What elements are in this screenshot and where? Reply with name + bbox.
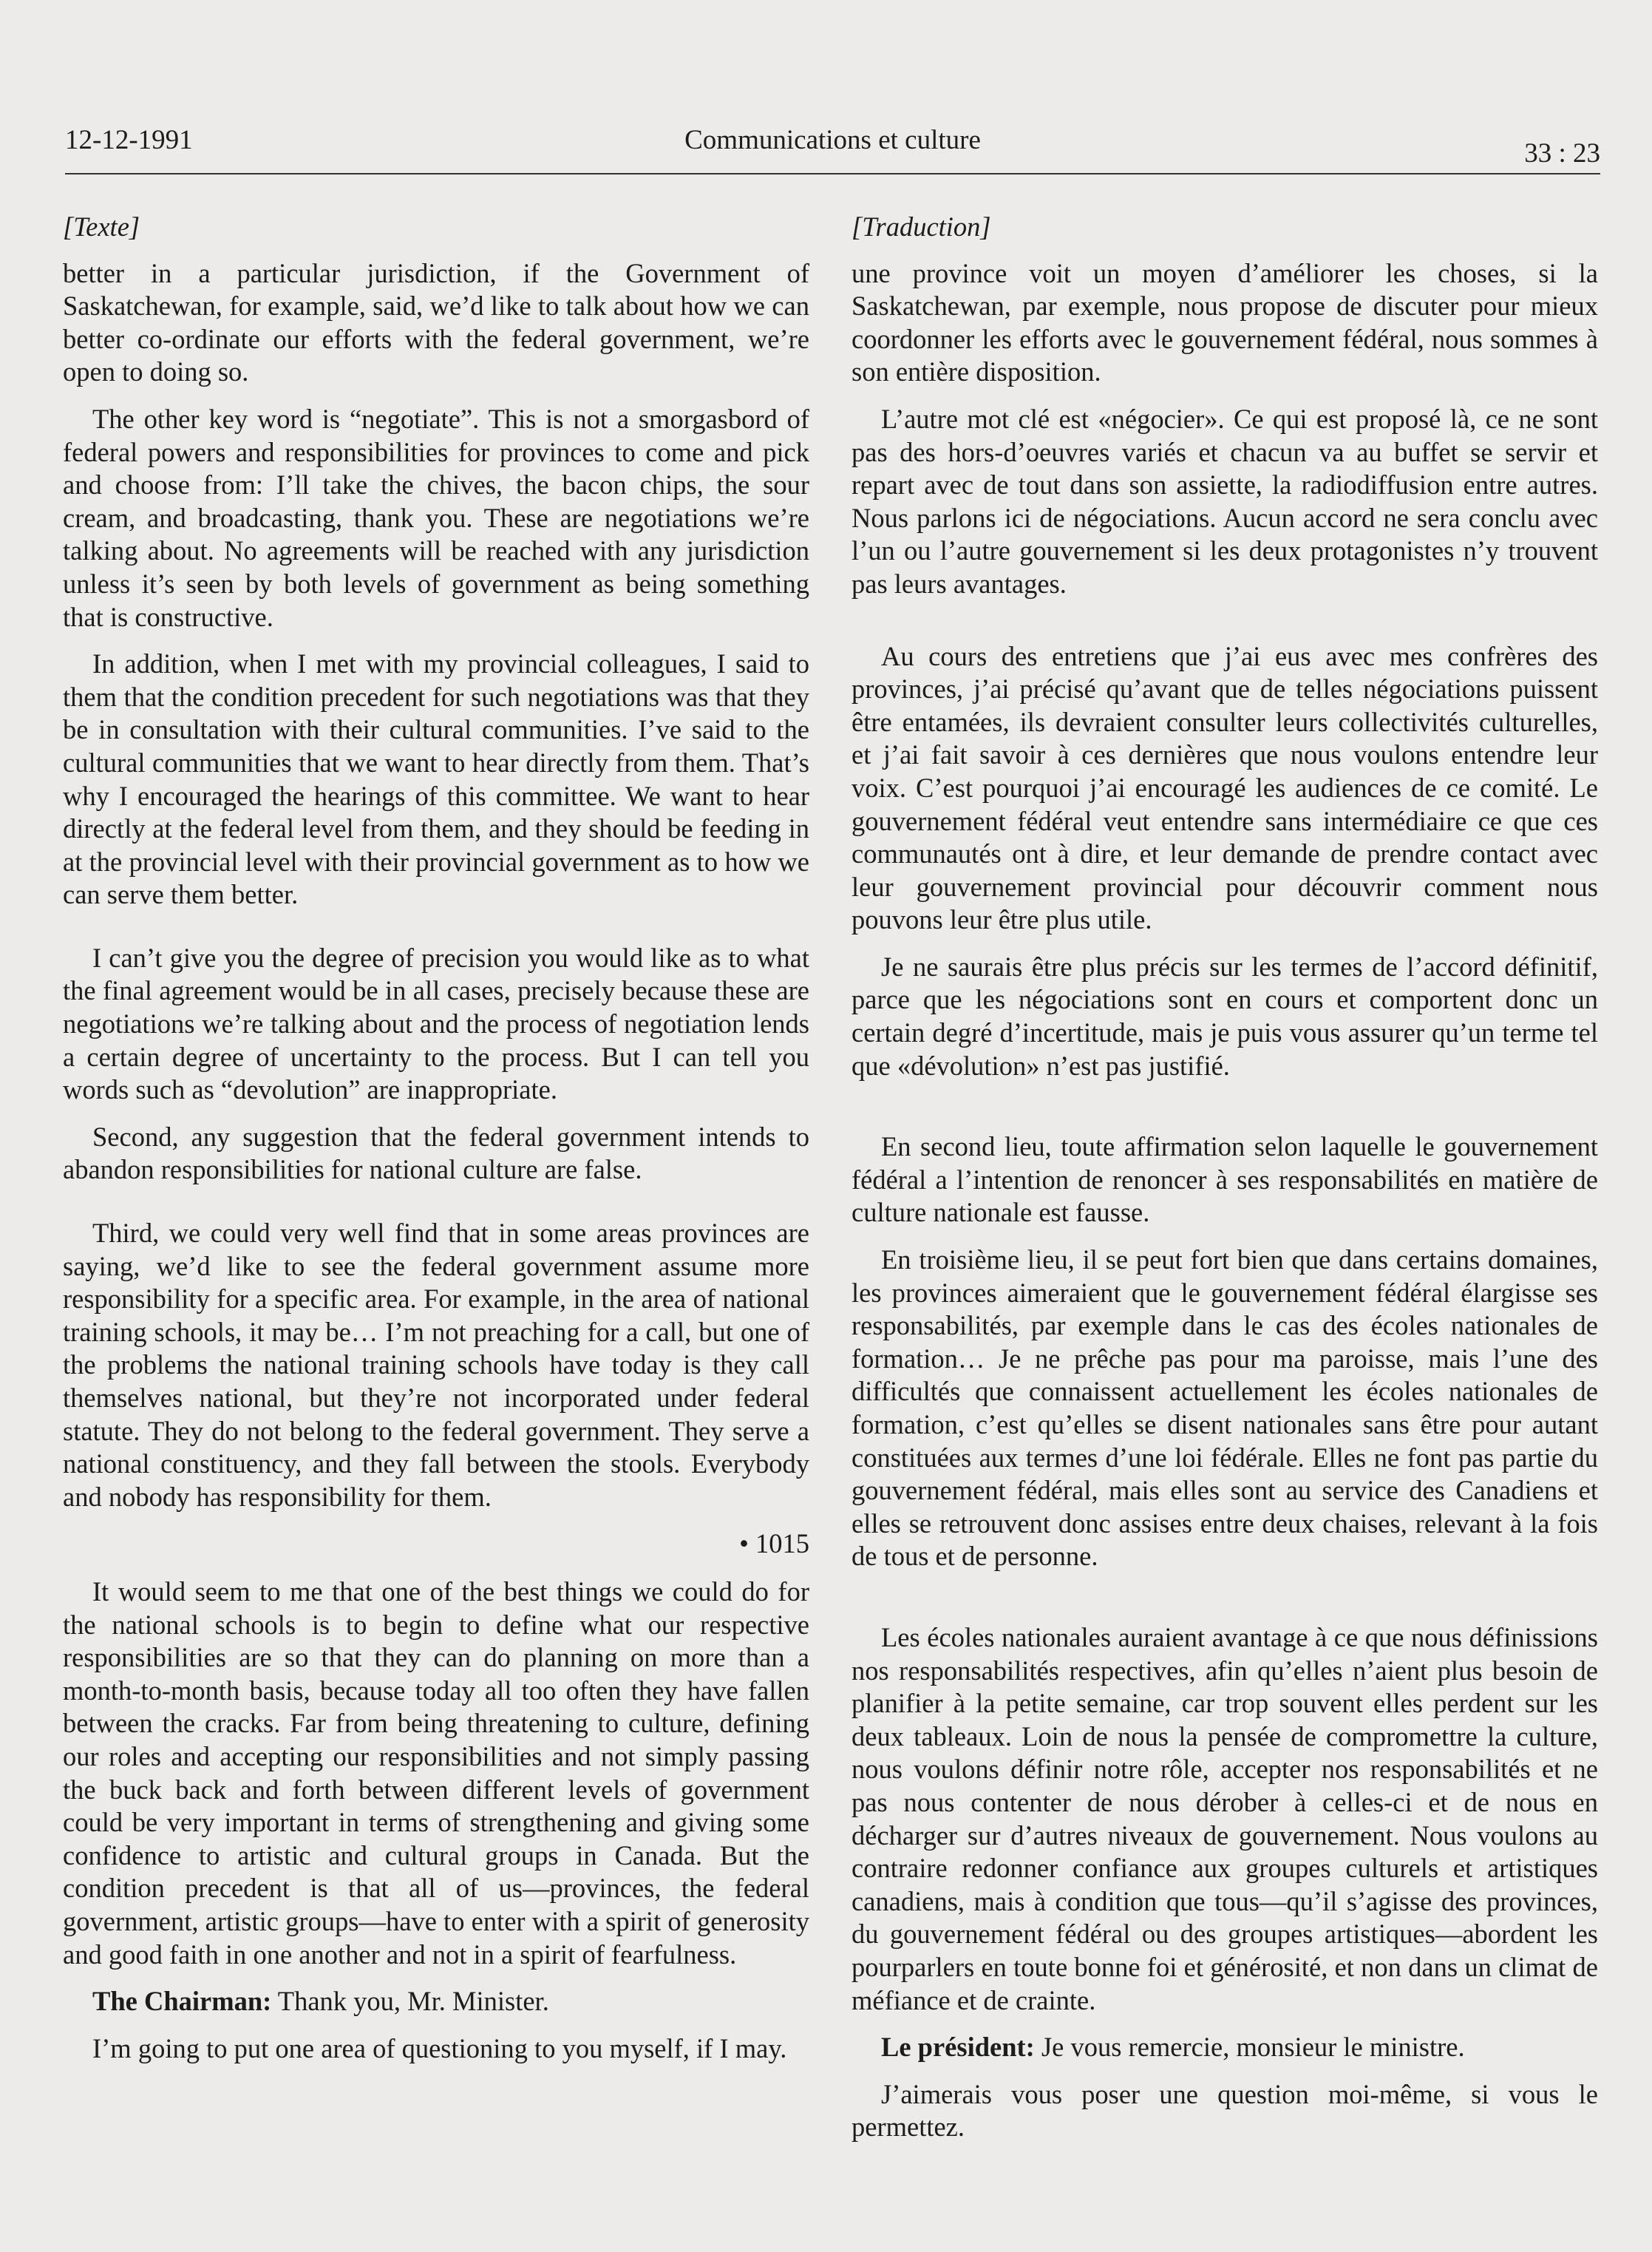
paragraph: Au cours des entretiens que j’ai eus avec mes confrères des provinces, j’ai précisé qu’avant que de telles négociations puissent être entamées, ils devraient consulter leurs collectivités culturelles, et j’ai fait savoir à ces dernières que nous voulons entendre leur voix. C’est pourquoi j’ai encouragé les audiences de ce comité. Le gouvernement fédéral veut entendre sans intermédiaire ce que ces communautés ont à dire, et leur demande de prendre contact avec leur gouvernement provincial pour découvrir comment nous pouvons leur être plus utile. — [852, 640, 1598, 935]
paragraph: J’aimerais vous poser une question moi-même, si vous le permettez. — [852, 2078, 1598, 2143]
paragraph: L’autre mot clé est «négocier». Ce qui est proposé là, ce ne sont pas des hors-d’oeuvres variés et chacun va au buffet se servir et repart avec de tout dans son assiette, la radiodiffusion entre autres. Nous parlons ici de négociations. Aucun accord ne sera conclu avec l’un ou l’autre gouvernement si les deux protagonistes n’y trouvent pas leurs avantages. — [852, 403, 1598, 599]
speaker-name: Le président: — [881, 2032, 1035, 2063]
paragraph: Third, we could very well find that in some areas provinces are saying, we’d like to see the federal government assume more responsibility for a specific area. For example, in the area of national training schools, it may be… I’m not preaching for a call, but one of the problems the national training schools have today is they call themselves national, but they’re not incorporated under federal statute. They do not belong to the federal government. They serve a national constituency, and they fall between the stools. Everybody and nobody has responsibility for them. — [63, 1218, 809, 1512]
paragraph: une province voit un moyen d’améliorer les choses, si la Saskatchewan, par exemple, nous propose de discuter pour mieux coordonner les efforts avec le gouvernement fédéral, nous sommes à son entière disposition. — [852, 257, 1598, 387]
paragraph: Je ne saurais être plus précis sur les termes de l’accord définitif, parce que les négociations sont en cours et comportent donc un certain degré d’incertitude, mais je puis vous assurer qu’un terme tel que «dévolution» n’est pas justifié. — [852, 951, 1598, 1081]
speaker-name: The Chairman: — [92, 1986, 272, 2017]
paragraph: Les écoles nationales auraient avantage à ce que nous définissions nos responsabilités respectives, afin qu’elles n’aient plus besoin de planifier à la petite semaine, car trop souvent elles perdent sur les deux tableaux. Loin de nous la pensée de compromettre la culture, nous voulons définir notre rôle, accepter nos responsabilités et ne pas nous contenter de nous dérober à celles-ci et de nous en décharger sur d’autres niveaux de gouvernement. Nous voulons au contraire redonner confiance aux groupes culturels et artistiques canadiens, mais à condition que tous—qu’il s’agisse des provinces, du gouvernement fédéral ou des groupes artistiques—abordent les pourparlers en toute bonne foi et générosité, et non dans un climat de méfiance et de crainte. — [852, 1621, 1598, 2015]
text-label: [Texte] — [63, 211, 140, 242]
header-title: Communications et culture — [684, 125, 981, 155]
paragraph: better in a particular jurisdiction, if the Government of Saskatchewan, for example, said, we’d like to talk about how we can better co-ordinate our efforts with the federal government, we’re open to doing so. — [63, 257, 809, 387]
paragraph: En troisième lieu, il se peut fort bien que dans certains domaines, les provinces aimeraient que le gouvernement fédéral élargisse ses responsabilités, par exemple dans le cas des écoles nationales de formation… Je ne prêche pas pour ma paroisse, mais l’une des difficultés que connaissent actuellement les écoles nationales de formation, c’est qu’elles se disent nationales sans être pour autant constituées aux termes d’une loi fédérale. Elles ne font pas partie du gouvernement fédéral, mais elles sont au service des Canadiens et elles se retrouvent donc assises entre deux chaises, relevant à la fois de tous et de personne. — [852, 1244, 1598, 1572]
english-column — [63, 211, 809, 2079]
header-date: 12-12-1991 — [65, 125, 193, 155]
speaker-text: Thank you, Mr. Minister. — [271, 1986, 549, 2017]
paragraph: I can’t give you the degree of precision you would like as to what the final agreement would be in all cases, precisely because these are negotiations we’re talking about and the process of negotiation lends a certain degree of uncertainty to the process. But I can tell you words such as “devolution” are inappropriate. — [63, 942, 809, 1105]
paragraph: The other key word is “negotiate”. This is not a smorgasbord of federal powers and responsibilities for provinces to come and pick and choose from: I’ll take the chives, the bacon chips, the sour cream, and broadcasting, thank you. These are negotiations we’re talking about. No agreements will be reached with any jurisdiction unless it’s seen by both levels of government as being something that is constructive. — [63, 403, 809, 632]
paragraph: Second, any suggestion that the federal government intends to abandon responsibilities for national culture are false. — [63, 1121, 809, 1185]
page-header — [65, 124, 1600, 169]
french-column — [852, 211, 1598, 2158]
paragraph: In addition, when I met with my provincial colleagues, I said to them that the condition precedent for such negotiations was that they be in consultation with their cultural communities. I’ve said to the cultural communities that we want to hear directly from them. That’s why I encouraged the hearings of this committee. We want to hear directly at the federal level from them, and they should be feeding in at the provincial level with their provincial government as to how we can serve them better. — [63, 648, 809, 910]
speaker-text: Je vous remercie, monsieur le ministre. — [1034, 2032, 1465, 2063]
paragraph: En second lieu, toute affirmation selon laquelle le gouvernement fédéral a l’intention de renoncer à ses responsabilités en matière de culture nationale est fausse. — [852, 1131, 1598, 1228]
speaker-paragraph — [852, 2031, 1598, 2064]
paragraph: I’m going to put one area of questioning to you myself, if I may. — [92, 2032, 787, 2063]
header-page-number: 33 : 23 — [1524, 138, 1600, 169]
time-marker: • 1015 — [739, 1528, 809, 1559]
header-rule — [65, 173, 1600, 174]
speaker-paragraph — [63, 1985, 809, 2018]
translation-label: [Traduction] — [852, 211, 991, 242]
paragraph: It would seem to me that one of the best things we could do for the national schools is to begin to define what our respective responsibilities are so that they can do planning on more than a month-to-month basis, because today all too often they have fallen between the cracks. Far from being threatening to culture, defining our roles and accepting our responsibilities and not simply passing the buck back and forth between different levels of government could be very important in terms of strengthening and giving some confidence to artistic and cultural groups in Canada. But the condition precedent is that all of us—provinces, the federal government, artistic groups—have to enter with a spirit of generosity and good faith in one another and not in a spirit of fearfulness. — [63, 1576, 809, 1970]
